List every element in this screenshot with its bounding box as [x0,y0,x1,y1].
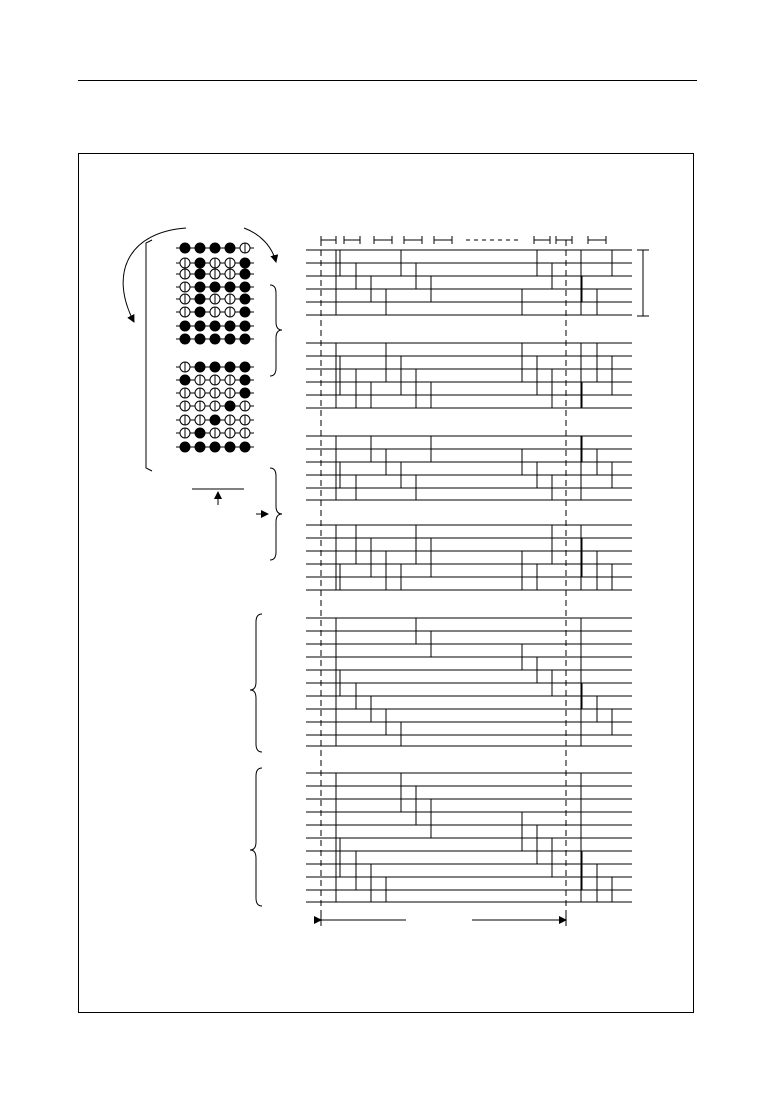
dot-matrix [123,228,282,560]
group-braces [250,614,262,906]
dot-on [195,294,205,304]
dot-on [210,415,220,425]
dot-on [180,334,190,344]
dot-on [225,321,235,331]
dot-on [240,334,250,344]
row-group-brace-lower [270,468,282,560]
dot-on [240,307,250,317]
dot-on [240,362,250,372]
dot-on [195,269,205,279]
dot-on [225,442,235,452]
dot-on [195,362,205,372]
dot-on [210,321,220,331]
dot-on [225,282,235,292]
dot-on [195,258,205,268]
dot-on [240,282,250,292]
dot-on [210,243,220,253]
dot-on [240,375,250,385]
dot-on [210,282,220,292]
dot-on [180,442,190,452]
dot-on [210,362,220,372]
dot-on [195,282,205,292]
dot-on [210,334,220,344]
dot-on [240,321,250,331]
dot-on [210,442,220,452]
dot-on [180,375,190,385]
dot-on [195,428,205,438]
dot-on [240,388,250,398]
dot-on [240,294,250,304]
dot-on [240,442,250,452]
dot-on [195,307,205,317]
dot-on [225,362,235,372]
dot-on [180,243,190,253]
dot-on [225,401,235,411]
dot-on [195,442,205,452]
matrix-outer-brace [146,240,152,471]
dot-on [240,258,250,268]
brace-group-5 [250,614,262,752]
waveform-area [306,236,649,926]
dot-on [240,269,250,279]
dot-on [225,243,235,253]
dot-on [195,334,205,344]
brace-group-6 [250,768,262,906]
dot-on [180,321,190,331]
row-group-brace-upper [270,285,282,376]
dot-on [195,243,205,253]
dot-on [195,321,205,331]
dot-on [225,334,235,344]
scan-direction-arrow-left [123,228,186,322]
